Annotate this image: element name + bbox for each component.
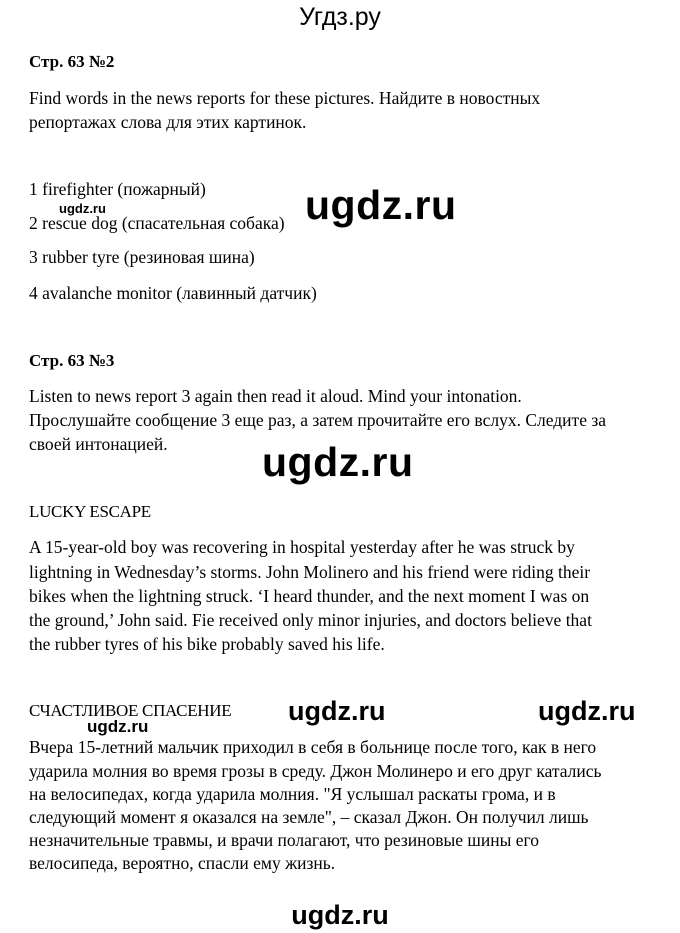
site-title: Угдз.ру [299,3,381,31]
story-ru-line: следующий момент я оказался на земле", – сказал Джон. Он получил лишь [29,807,589,827]
story-title-ru: СЧАСТЛИВОЕ СПАСЕНИЕ [29,701,232,720]
story-en-line: the ground,’ John said. Fie received only minor injuries, and doctors believe that [29,610,592,630]
watermark-medium: ugdz.ru [288,696,386,726]
watermark-large: ugdz.ru [305,182,457,228]
list-item: 4 avalanche monitor (лавинный датчик) [29,283,317,303]
story-en-line: A 15-year-old boy was recovering in hospital yesterday after he was struck by [29,537,575,557]
story-ru-line: на велосипедах, когда ударила молния. "Я услышал раскаты грома, и в [29,784,556,804]
story-ru-line: ударила молния во время грозы в среду. Джон Молинеро и его друг катались [29,761,602,781]
watermark-large: ugdz.ru [262,439,414,485]
task2-instruction-line-1: Find words in the news reports for these pictures. Найдите в новостных [29,88,541,108]
story-ru-line: велосипеда, вероятно, спасли ему жизнь. [29,853,336,873]
watermark-small: ugdz.ru [87,717,149,736]
list-item: 2 rescue dog (спасательная собака) [29,213,285,233]
watermark-footer: ugdz.ru [291,900,389,930]
story-en-line: the rubber tyres of his bike probably saved his life. [29,634,385,654]
story-ru-line: незначительные травмы, и врачи полагают, что резиновые шины его [29,830,540,850]
watermark-medium: ugdz.ru [538,696,636,726]
story-title-en: LUCKY ESCAPE [29,502,151,521]
story-en-line: bikes when the lightning struck. ‘I heard thunder, and the next moment I was on [29,586,590,606]
task2-instruction-line-2: репортажах слова для этих картинок. [29,112,307,132]
list-item: 1 firefighter (пожарный) [29,179,206,199]
task3-instruction-line: Прослушайте сообщение 3 еще раз, а затем прочитайте его вслух. Следите за [29,410,607,430]
story-ru-line: Вчера 15-летний мальчик приходил в себя в больнице после того, как в него [29,737,597,757]
list-item: 3 rubber tyre (резиновая шина) [29,247,255,267]
story-en-line: lightning in Wednesday’s storms. John Molinero and his friend were riding their [29,562,591,582]
task3-instruction-line: Listen to news report 3 again then read it aloud. Mind your intonation. [29,386,522,406]
task3-heading: Стр. 63 №3 [29,351,115,370]
watermark-small: ugdz.ru [59,201,106,216]
task3-instruction-line: своей интонацией. [29,434,168,454]
task2-heading: Стр. 63 №2 [29,52,115,71]
